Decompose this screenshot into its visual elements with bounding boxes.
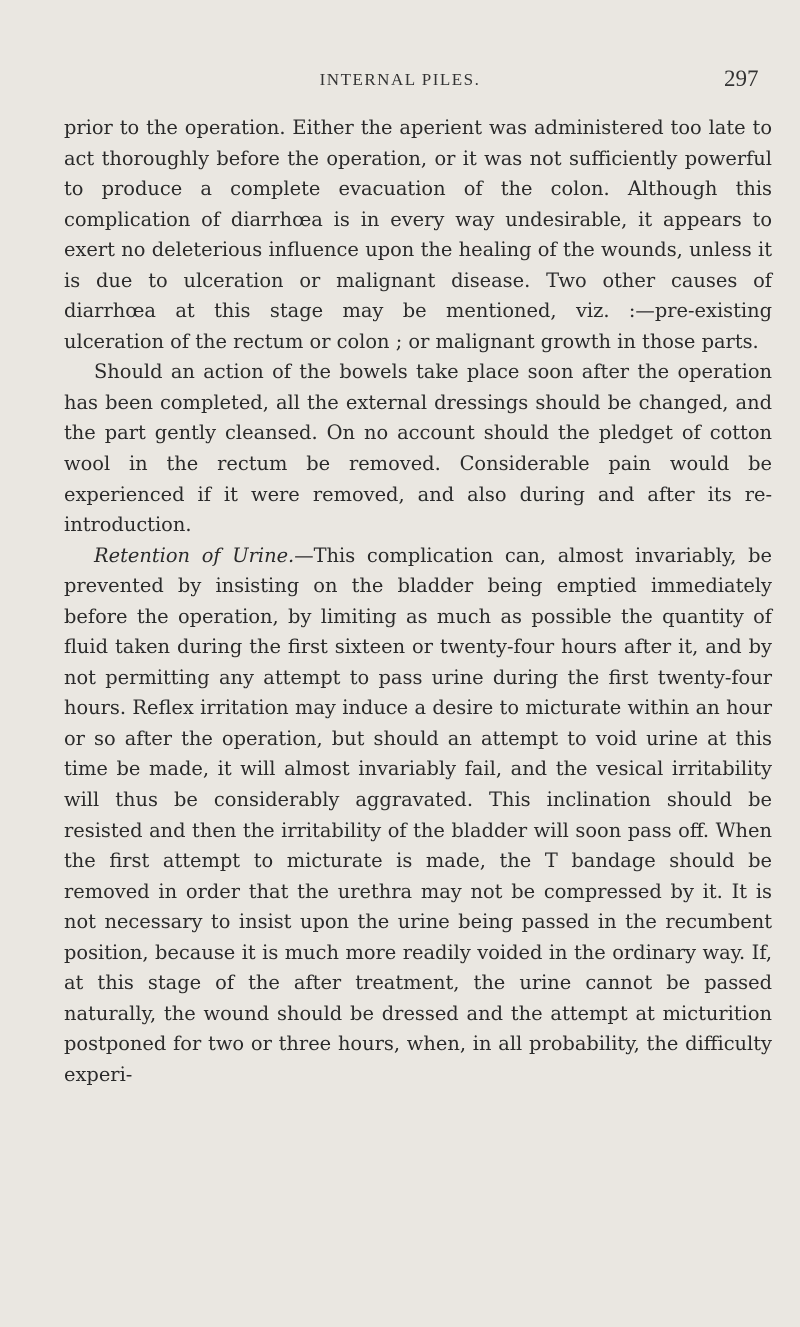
page-number: 297	[724, 66, 759, 91]
running-head: INTERNAL PILES.	[319, 70, 481, 89]
body-text	[64, 113, 772, 1091]
paragraph-retention-body: —This complication can, almost invariably, be prevented by insisting on the bladder being emptied immediately before the operation, by limiting as much as possible the quantity of fluid taken during the first sixteen or twenty-four hours after it, and by not permitting any attempt to pass urine during the first twenty-four hours. Reflex irritation may induce a desire to micturate within an hour or so after the operation, but should an attempt to void urine at this time be made, it will almost invariably fail, and the vesical irritability will thus be considerably aggravated. This inclination should be resisted and then the irritability of the bladder will soon pass off. When the first attempt to micturate is made, the T bandage should be removed in order that the urethra may not be compressed by it. It is not necessary to insist upon the urine being passed in the recumbent position, because it is much more readily voided in the ordinary way. If, at this stage of the after treatment, the urine cannot be passed naturally, the wound should be dressed and the attempt at micturition postponed for two or three hours, when, in all probability, the difficulty experi-	[64, 543, 772, 1086]
paragraph-diarrhoea-causes: prior to the operation. Either the aperient was administered too late to act thoroughly before the operation, or it was not sufficiently powerful to produce a complete evacuation of the colon. Although this complication of diarrhœa is in every way undesirable, it appears to exert no deleterious influence upon the healing of the wounds, unless it is due to ulceration or malignant disease. Two other causes of diarrhœa at this stage may be mentioned, viz. :—pre-existing ulceration of the rectum or colon ; or malignant growth in those parts.	[64, 116, 772, 353]
section-heading-retention-of-urine: Retention of Urine.	[94, 543, 295, 567]
paragraph-retention-of-urine	[64, 541, 772, 1091]
paragraph-bowel-action: Should an action of the bowels take place soon after the operation has been completed, all the external dressings should be changed, and the part gently cleansed. On no account should the pledget of cotton wool in the rectum be removed. Considerable pain would be experienced if it were removed, and also during and after its re-introduction.	[64, 360, 772, 537]
